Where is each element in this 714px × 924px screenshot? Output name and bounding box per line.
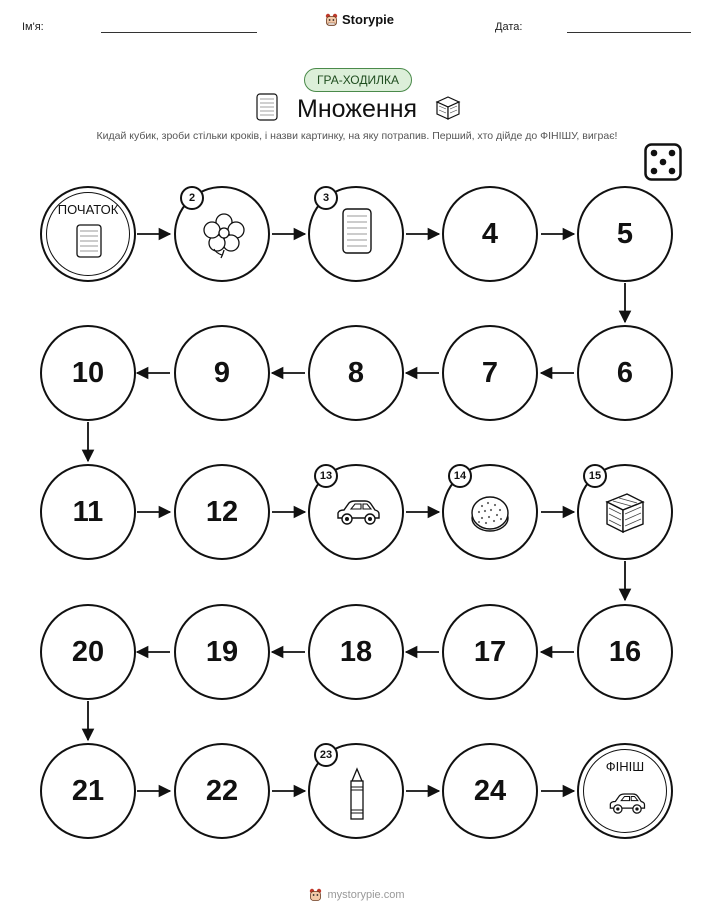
space-number: 22	[205, 774, 239, 807]
board-space-3[interactable]	[308, 186, 404, 282]
board-space-5[interactable]	[577, 186, 673, 282]
board-space-14[interactable]	[442, 464, 538, 560]
space-number: 9	[213, 356, 231, 389]
space-number: 24	[473, 774, 507, 807]
space-number: 21	[71, 774, 105, 807]
start-label: ПОЧАТОК	[57, 202, 119, 217]
name-label: Ім'я:	[22, 21, 44, 33]
space-number-badge: 15	[583, 464, 607, 488]
wafer-icon	[76, 224, 102, 258]
space-number: 8	[347, 356, 365, 389]
space-number: 20	[71, 635, 105, 668]
board-space-20[interactable]	[40, 604, 136, 700]
space-number-badge: 23	[314, 743, 338, 767]
car-icon	[334, 498, 382, 528]
cookie-icon	[470, 494, 510, 534]
board-space-11[interactable]	[40, 464, 136, 560]
car-icon	[607, 791, 647, 817]
finish-label: ФІНІШ	[605, 759, 645, 774]
board-space-6[interactable]	[577, 325, 673, 421]
space-number-badge: 14	[448, 464, 472, 488]
finish-space[interactable]	[577, 743, 673, 839]
wafer-icon	[342, 208, 372, 254]
crayon-icon	[346, 767, 368, 821]
board-space-15[interactable]	[577, 464, 673, 560]
board-space-9[interactable]	[174, 325, 270, 421]
board-space-19[interactable]	[174, 604, 270, 700]
game-type-badge: ГРА-ХОДИЛКА	[304, 68, 412, 92]
page-title: Множення	[297, 95, 418, 123]
space-number: 5	[616, 217, 634, 250]
footer-url[interactable]: mystorypie.com	[327, 889, 405, 901]
space-number: 12	[205, 495, 239, 528]
space-number: 11	[72, 495, 104, 528]
board-space-7[interactable]	[442, 325, 538, 421]
instructions: Кидай кубик, зроби стільки кроків, і назви картинку, на яку потрапив. Перший, хто дійде до ФІНІШУ, виграє!	[96, 130, 618, 142]
space-number: 18	[339, 635, 373, 668]
board-space-4[interactable]	[442, 186, 538, 282]
space-number: 6	[616, 356, 634, 389]
flower-icon	[201, 212, 247, 258]
board-space-22[interactable]	[174, 743, 270, 839]
space-number-badge: 3	[314, 186, 338, 210]
space-number: 16	[608, 635, 642, 668]
board-space-8[interactable]	[308, 325, 404, 421]
board-space-2[interactable]	[174, 186, 270, 282]
footer	[0, 888, 714, 902]
board-space-13[interactable]	[308, 464, 404, 560]
space-number: 4	[481, 217, 499, 250]
start-space[interactable]	[40, 186, 136, 282]
board-space-16[interactable]	[577, 604, 673, 700]
board-space-24[interactable]	[442, 743, 538, 839]
space-number-badge: 13	[314, 464, 338, 488]
board-space-18[interactable]	[308, 604, 404, 700]
board-space-21[interactable]	[40, 743, 136, 839]
board-space-23[interactable]	[308, 743, 404, 839]
board-space-17[interactable]	[442, 604, 538, 700]
space-number: 17	[473, 635, 507, 668]
crate-icon	[603, 490, 647, 536]
date-label: Дата:	[495, 21, 523, 33]
brand-name: Storypie	[342, 12, 395, 27]
space-number: 10	[71, 356, 105, 389]
storypie-logo-icon	[309, 888, 322, 902]
space-number-badge: 2	[180, 186, 204, 210]
space-number: 19	[205, 635, 239, 668]
board-space-10[interactable]	[40, 325, 136, 421]
board-space-12[interactable]	[174, 464, 270, 560]
space-number: 7	[481, 356, 499, 389]
